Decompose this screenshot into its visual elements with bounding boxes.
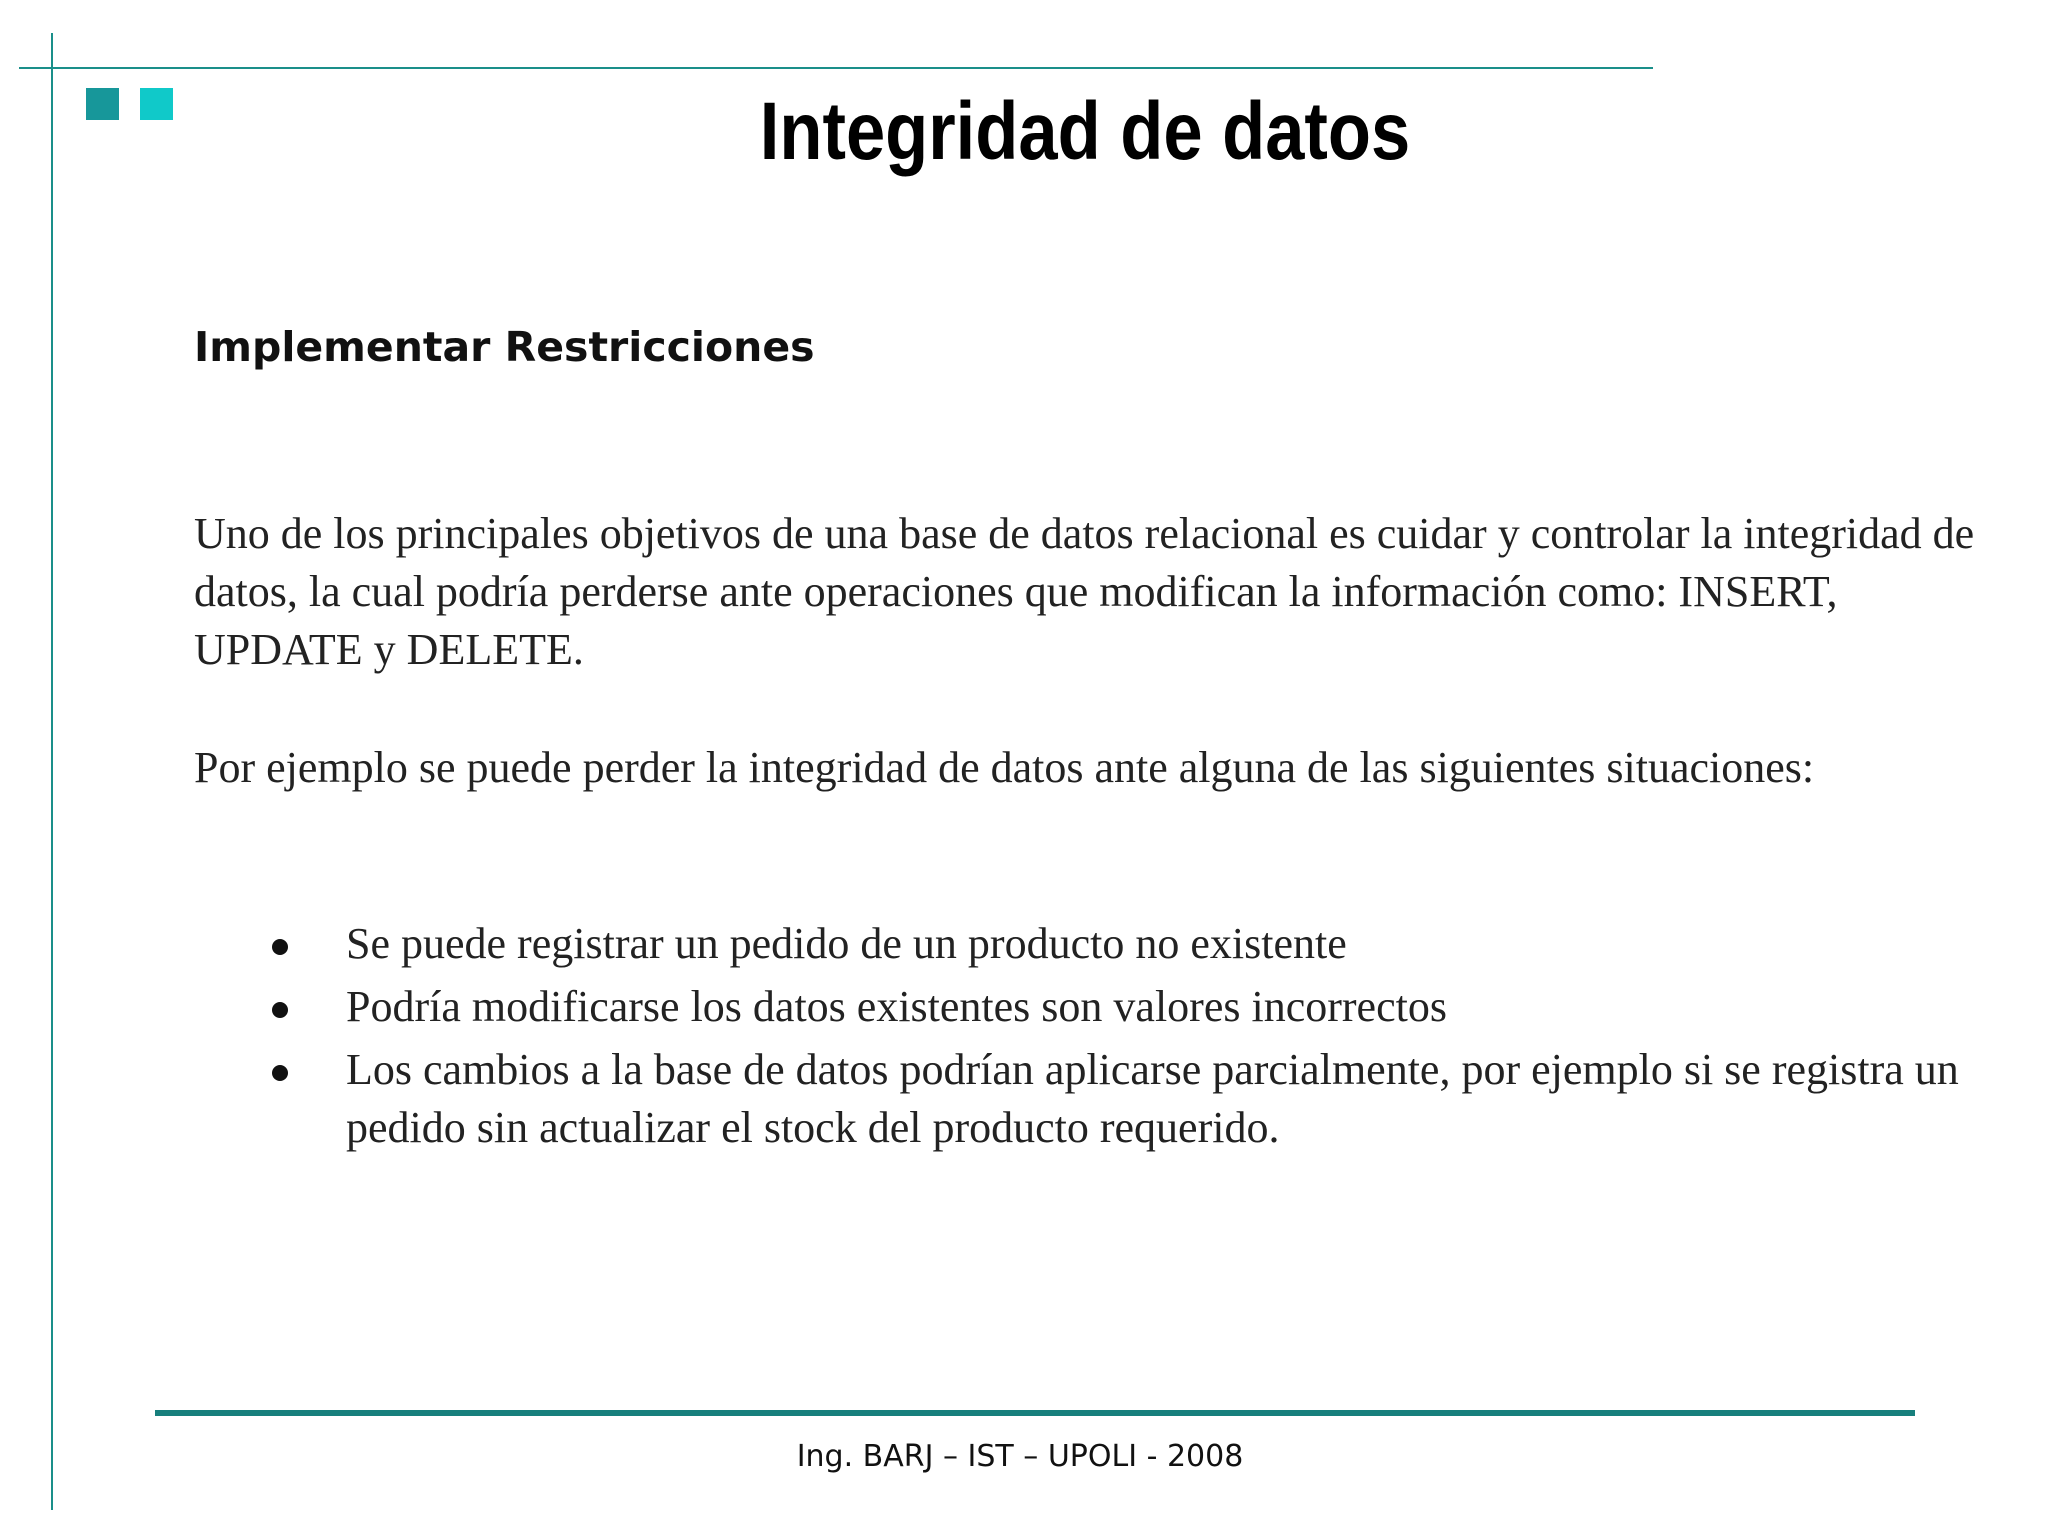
decor-square-dark [86,88,119,120]
bullet-item [262,978,2002,1036]
bullet-text: Se puede registrar un pedido de un producto no existente [346,919,1347,968]
paragraph-example: Por ejemplo se puede perder la integridad de datos ante alguna de las siguientes situaciones: [194,743,1815,792]
paragraph-intro: Uno de los principales objetivos de una base de datos relacional es cuidar y controlar la integridad de datos, la cual podría perderse ante operaciones que modifican la información como: INSERT, UPDATE y DELETE. [194,509,1975,674]
bullet-list [262,915,2002,1162]
bullet-dot-icon [272,1065,288,1081]
bullet-item [262,1041,2002,1157]
bullet-text: Los cambios a la base de datos podrían aplicarse parcialmente, por ejemplo si se registra un pedido sin actualizar el stock del producto requerido. [346,1045,1959,1152]
bullet-dot-icon [272,939,288,955]
bottom-rule [155,1410,1915,1416]
slide-title: Integridad de datos [759,86,1411,177]
footer-credit: Ing. BARJ – IST – UPOLI - 2008 [796,1439,1244,1474]
decor-square-light [140,88,173,120]
bullet-item [262,915,2002,973]
bullet-dot-icon [272,1002,288,1018]
left-rule [51,33,53,1510]
subheading: Implementar Restricciones [194,323,815,371]
top-rule [19,67,1653,69]
bullet-text: Podría modificarse los datos existentes son valores incorrectos [346,982,1447,1031]
